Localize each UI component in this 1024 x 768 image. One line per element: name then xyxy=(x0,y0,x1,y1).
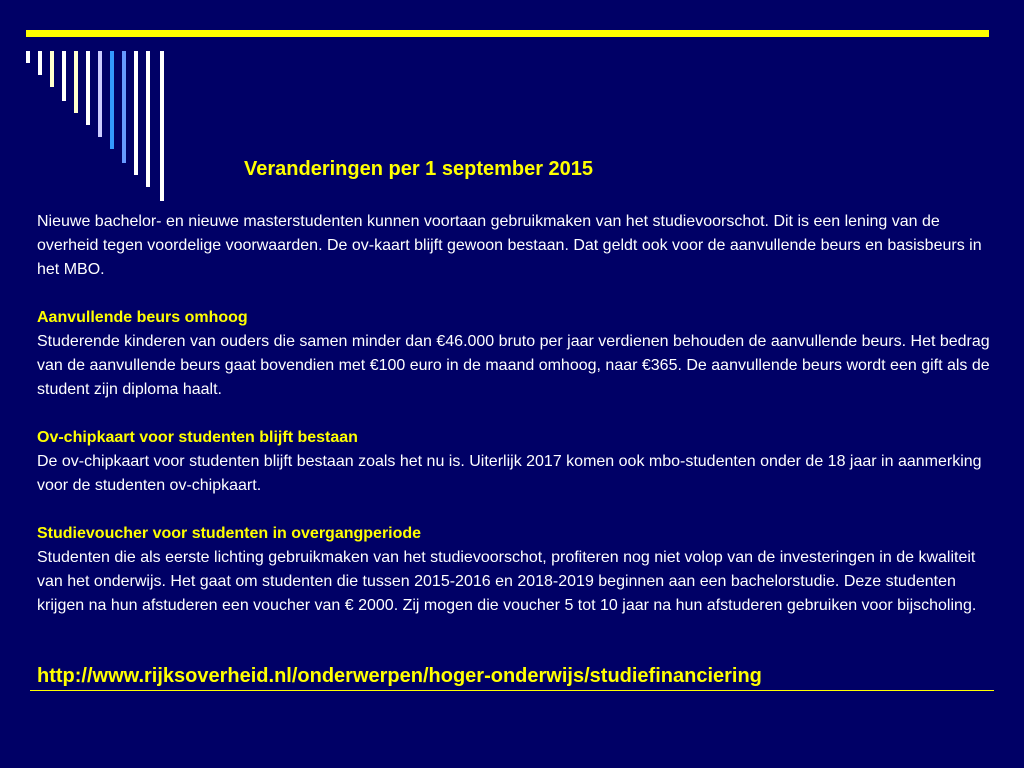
decor-stripe xyxy=(110,51,114,149)
section-heading: Aanvullende beurs omhoog xyxy=(37,309,248,326)
decor-stripe xyxy=(122,51,126,163)
paragraph-gap xyxy=(37,282,992,306)
decor-stripe xyxy=(62,51,66,101)
decor-stripe xyxy=(98,51,102,137)
slide-content xyxy=(37,210,992,618)
section-body: Studerende kinderen van ouders die samen minder dan €46.000 bruto per jaar verdienen behouden de aanvullende beurs. Het bedrag van de aanvullende beurs gaat bovendien met €100 euro in de maand omhoog, naar €365. De aanvullende beurs wordt een gift als de student zijn diploma haalt. xyxy=(37,333,990,398)
decor-stripe xyxy=(38,51,42,75)
decor-stripe xyxy=(146,51,150,187)
decor-stripe xyxy=(86,51,90,125)
decor-stripe xyxy=(74,51,78,113)
slide-title: Veranderingen per 1 september 2015 xyxy=(244,158,594,180)
decor-stripe xyxy=(50,51,54,87)
section-body: Studenten die als eerste lichting gebruikmaken van het studievoorschot, profiteren nog niet volop van de investeringen in de kwaliteit van het onderwijs. Het gaat om studenten die tussen 2015-2016 en 2018-2019 beginnen aan een bachelorstudie. Deze studenten krijgen na hun afstuderen een voucher van € 2000. Zij mogen die voucher 5 tot 10 jaar na hun afstuderen gebruiken voor bijscholing. xyxy=(37,549,977,614)
decor-stripe xyxy=(26,51,30,63)
section-heading: Studievoucher voor studenten in overgangperiode xyxy=(37,525,422,542)
source-link[interactable]: http://www.rijksoverheid.nl/onderwerpen/hoger-onderwijs/studiefinanciering xyxy=(37,665,762,687)
paragraph-gap xyxy=(37,402,992,426)
paragraph-gap xyxy=(37,498,992,522)
section-heading: Ov-chipkaart voor studenten blijft bestaan xyxy=(37,429,358,446)
decor-stripe xyxy=(160,51,164,201)
bottom-divider xyxy=(30,690,994,691)
top-accent-bar xyxy=(26,30,989,37)
section-body: De ov-chipkaart voor studenten blijft bestaan zoals het nu is. Uiterlijk 2017 komen ook mbo-studenten onder de 18 jaar in aanmerking voor de studenten ov-chipkaart. xyxy=(37,453,982,494)
decor-stripe xyxy=(134,51,138,175)
intro-paragraph: Nieuwe bachelor- en nieuwe masterstudenten kunnen voortaan gebruikmaken van het studievoorschot. Dit is een lening van de overheid tegen voordelige voorwaarden. De ov-kaart blijft gewoon bestaan. Dat geldt ook voor de aanvullende beurs en basisbeurs in het MBO. xyxy=(37,213,982,278)
